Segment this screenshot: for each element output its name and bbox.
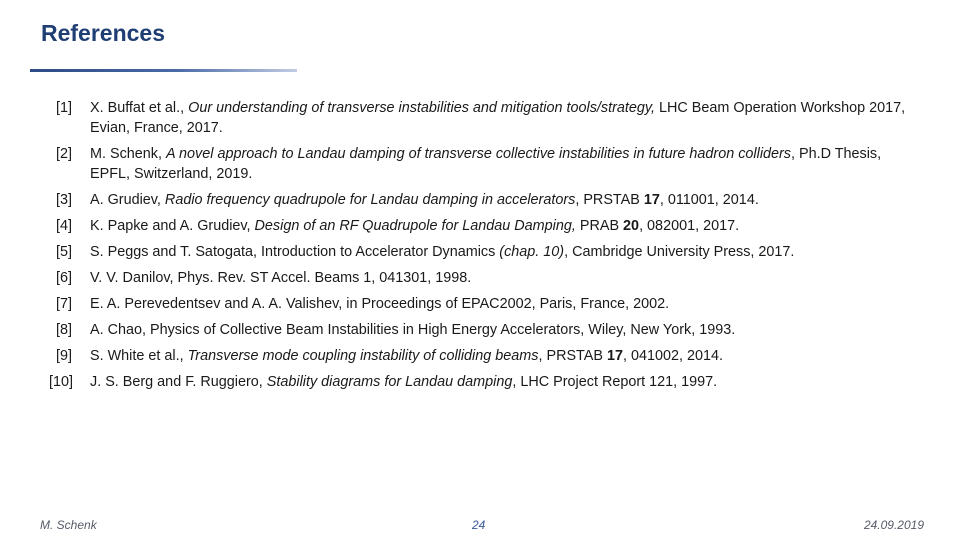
reference-text: [90, 268, 916, 288]
reference-text-part: Stability diagrams for Landau damping: [266, 374, 513, 390]
reference-item: [56, 346, 916, 366]
reference-item: [56, 216, 916, 236]
reference-text: [90, 216, 916, 236]
footer-author: M. Schenk: [40, 518, 97, 532]
reference-text-part: A. Chao, Physics of Collective Beam Instabilities in High Energy Accelerators, Wiley, New York, 1993.: [90, 322, 736, 338]
reference-text: [90, 98, 916, 138]
reference-text-part: Radio frequency quadrupole for Landau damping in accelerators: [164, 192, 576, 208]
reference-text-part: 17: [643, 192, 660, 208]
reference-text-part: V. V. Danilov, Phys. Rev. ST Accel. Beams 1, 041301, 1998.: [90, 270, 472, 286]
reference-text: [90, 372, 916, 392]
reference-text-part: 17: [606, 348, 623, 364]
reference-number: [4]: [56, 218, 72, 234]
reference-text-part: A. Grudiev,: [90, 192, 165, 208]
reference-number: [6]: [56, 270, 72, 286]
reference-text-part: , Cambridge University Press, 2017.: [564, 244, 795, 260]
reference-text-part: , LHC Project Report 121, 1997.: [512, 374, 718, 390]
reference-number: [8]: [56, 322, 72, 338]
reference-text-part: , 011001, 2014.: [659, 192, 759, 208]
reference-item: [56, 144, 916, 184]
reference-number: [10]: [49, 374, 74, 390]
reference-text-part: LHC Beam Operation Workshop 2017, Evian, France, 2017.: [90, 100, 906, 136]
reference-text-part: S. Peggs and T. Satogata, Introduction to Accelerator Dynamics: [90, 244, 500, 260]
reference-text-part: M. Schenk,: [90, 146, 166, 162]
footer-date: 24.09.2019: [863, 518, 924, 532]
reference-item: [56, 294, 916, 314]
reference-number: [1]: [56, 100, 72, 116]
reference-text-part: , PRSTAB: [575, 192, 644, 208]
reference-text-part: Design of an RF Quadrupole for Landau Damping,: [254, 218, 576, 234]
reference-text-part: , PRSTAB: [538, 348, 607, 364]
reference-text-part: , 082001, 2017.: [639, 218, 740, 234]
footer-page-number: 24: [472, 518, 486, 532]
reference-item: [49, 372, 916, 392]
reference-number: [7]: [56, 296, 72, 312]
reference-list: [49, 98, 916, 398]
reference-text-part: , 041002, 2014.: [623, 348, 724, 364]
reference-text-part: Transverse mode coupling instability of colliding beams: [187, 348, 539, 364]
reference-text: [90, 144, 916, 184]
reference-number: [9]: [56, 348, 72, 364]
reference-number: [2]: [56, 146, 72, 162]
reference-item: [56, 98, 916, 138]
slide-title: References: [41, 20, 166, 46]
reference-item: [56, 242, 916, 262]
reference-text: [90, 320, 916, 340]
reference-text-part: (chap. 10): [499, 244, 565, 260]
reference-text: [90, 294, 916, 314]
reference-text-part: E. A. Perevedentsev and A. A. Valishev, in Proceedings of EPAC2002, Paris, France, 2002.: [90, 296, 670, 312]
reference-text-part: S. White et al.,: [90, 348, 188, 364]
reference-text-part: X. Buffat et al.,: [90, 100, 189, 116]
reference-text: [90, 242, 916, 262]
reference-text-part: 20: [623, 218, 640, 234]
reference-text: [90, 190, 916, 210]
reference-text-part: K. Papke and A. Grudiev,: [90, 218, 255, 234]
reference-text-part: A novel approach to Landau damping of transverse collective instabilities in future hadron colliders: [165, 146, 792, 162]
reference-text-part: J. S. Berg and F. Ruggiero,: [90, 374, 267, 390]
title-underline: [30, 69, 297, 72]
reference-item: [56, 268, 916, 288]
reference-item: [56, 320, 916, 340]
reference-text-part: Our understanding of transverse instabilities and mitigation tools/strategy,: [188, 100, 656, 116]
reference-text-part: PRAB: [575, 218, 624, 234]
reference-number: [3]: [56, 192, 72, 208]
reference-text-part: , Ph.D Thesis, EPFL, Switzerland, 2019.: [90, 146, 882, 182]
reference-number: [5]: [56, 244, 72, 260]
reference-text: [90, 346, 916, 366]
reference-item: [56, 190, 916, 210]
